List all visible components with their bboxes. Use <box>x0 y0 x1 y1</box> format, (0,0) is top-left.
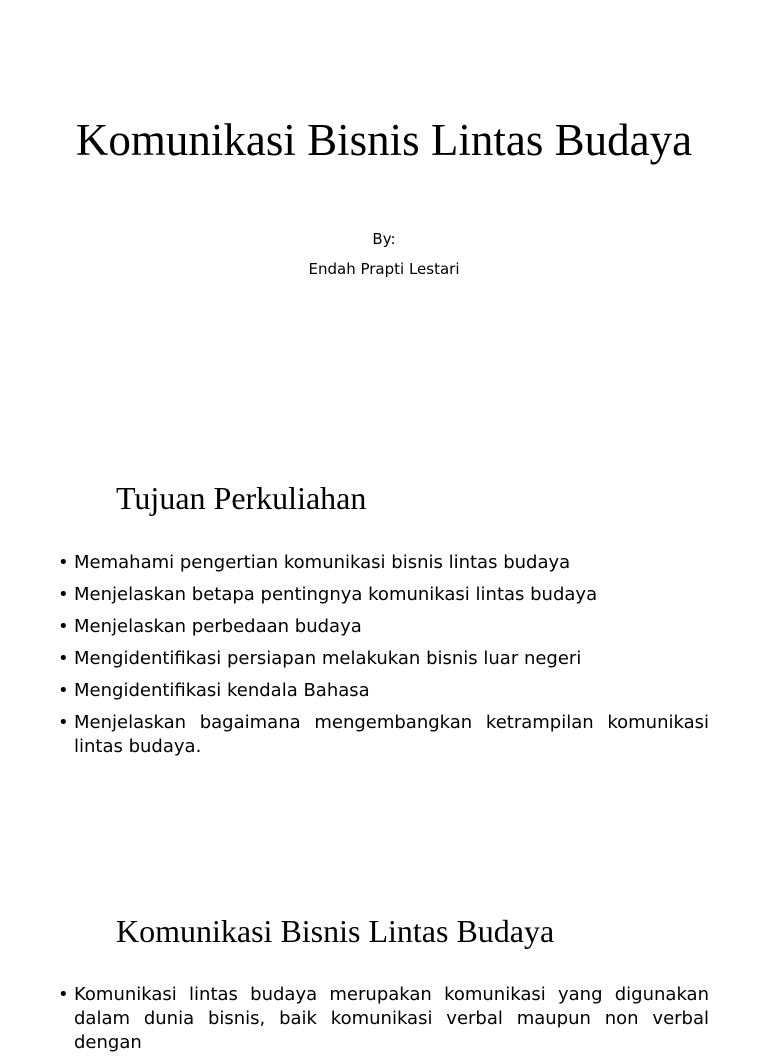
bullet-icon: • <box>58 584 69 605</box>
bullet-icon: • <box>58 552 69 573</box>
list-item <box>58 583 709 607</box>
list-item <box>58 551 709 575</box>
list-item <box>58 615 709 639</box>
bullet-text: Mengidentifikasi kendala Bahasa <box>74 680 370 701</box>
bullet-text: Menjelaskan betapa pentingnya komunikasi lintas budaya <box>74 584 598 605</box>
bullet-text: Memahami pengertian komunikasi bisnis lintas budaya <box>74 552 571 573</box>
by-label: By: <box>372 230 396 248</box>
bullet-icon: • <box>58 712 69 733</box>
slide-heading: Tujuan Perkuliahan <box>116 480 367 516</box>
bullet-icon: • <box>58 680 69 701</box>
bullet-text: Komunikasi lintas budaya merupakan komunikasi yang digunakan dalam dunia bisnis, baik komunikasi verbal maupun non verbal dengan <box>74 984 709 1053</box>
bullet-text: Menjelaskan bagaimana mengembangkan ketrampilan komunikasi lintas budaya. <box>74 712 709 757</box>
bullet-list <box>58 551 709 767</box>
list-item <box>58 679 709 703</box>
bullet-icon: • <box>58 648 69 669</box>
bullet-icon: • <box>58 984 69 1005</box>
bullet-text: Mengidentifikasi persiapan melakukan bisnis luar negeri <box>74 648 582 669</box>
bullet-icon: • <box>58 616 69 637</box>
list-item <box>58 711 709 759</box>
list-item <box>58 983 709 1055</box>
slide-title <box>0 0 768 384</box>
author-name: Endah Prapti Lestari <box>308 260 460 278</box>
slide-definition <box>0 880 768 1053</box>
presentation-title: Komunikasi Bisnis Lintas Budaya <box>75 115 693 165</box>
slide-heading: Komunikasi Bisnis Lintas Budaya <box>116 913 555 949</box>
bullet-text: Menjelaskan perbedaan budaya <box>74 616 362 637</box>
slide-objectives <box>0 440 768 824</box>
list-item <box>58 647 709 671</box>
bullet-list <box>58 983 709 1063</box>
